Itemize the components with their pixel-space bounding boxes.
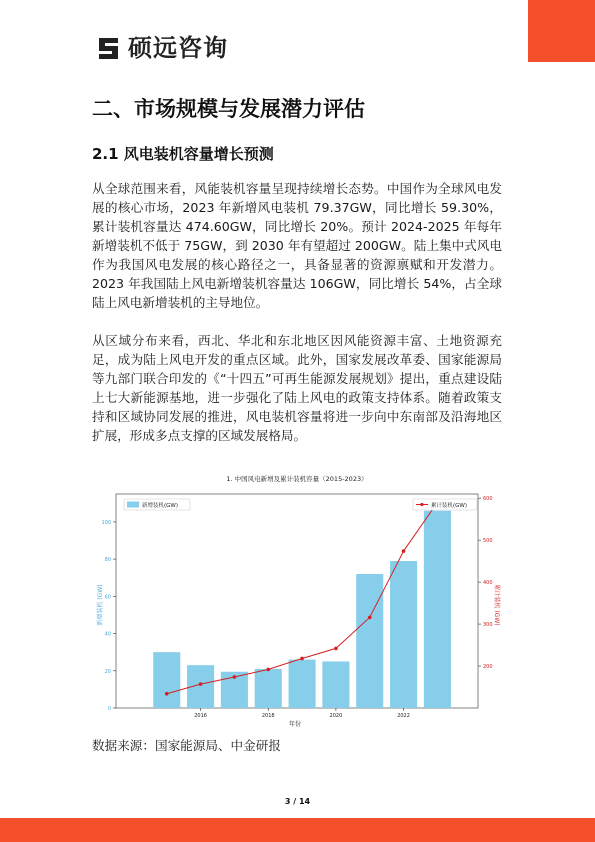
bar-2022	[390, 561, 417, 708]
x-tick-label: 2018	[261, 713, 275, 719]
right-tick-label: 500	[483, 538, 493, 545]
bar-2015	[153, 652, 180, 708]
right-tick-label: 300	[483, 622, 493, 629]
legend-bars	[124, 499, 190, 510]
right-tick-label: 200	[483, 664, 493, 671]
paragraph-regional-distribution: 从区域分布来看，西北、华北和东北地区因风能资源丰富、土地资源充足，成为陆上风电开发的重点区域。此外，国家发展改革委、国家能源局等九部门联合印发的《“十四五”可再生能源发展规划》提出，重点建设陆上七大新能源基地，进一步强化了陆上风电的政策支持体系。随着政策支持和区域协同发展的推进，风电装机容量将进一步向中东南部及沿海地区扩展，形成多点支撑的区域发展格局。	[92, 333, 502, 443]
corner-accent-block	[528, 0, 595, 62]
left-tick-label: 60	[104, 594, 111, 601]
cumulative-point-2017	[233, 675, 237, 679]
page-number: 3 / 14	[284, 797, 311, 806]
left-tick-label: 0	[107, 706, 111, 712]
section-heading: 二、市场规模与发展潜力评估	[92, 97, 365, 121]
right-tick-label: 600	[483, 496, 493, 503]
bar-2021	[356, 574, 383, 708]
x-tick-label: 2022	[397, 713, 410, 719]
legend-line-label: 累计装机(GW)	[431, 503, 467, 509]
cumulative-point-2015	[165, 692, 169, 696]
left-tick-label: 100	[101, 519, 111, 526]
bar-2019	[289, 660, 316, 708]
legend-line	[413, 499, 477, 510]
right-axis-label: 累计装机 (GW)	[493, 584, 500, 626]
footer-accent-bar	[0, 818, 595, 842]
cumulative-point-2018	[266, 668, 270, 672]
right-tick-label: 400	[483, 580, 493, 587]
x-tick-label: 2020	[329, 713, 343, 719]
chart-title: 1. 中国风电新增及累计装机容量（2015-2023）	[226, 475, 368, 483]
bar-2023	[424, 511, 451, 708]
logo-text: 硕远咨询	[128, 34, 228, 62]
left-tick-label: 80	[104, 557, 111, 564]
legend-bars-label: 新增装机(GW)	[142, 503, 178, 509]
bar-2018	[255, 669, 282, 708]
logo-mark-icon	[96, 35, 122, 61]
wind-capacity-chart	[92, 470, 502, 732]
cumulative-point-2020	[334, 647, 338, 651]
cumulative-point-2021	[368, 616, 372, 620]
x-axis-label: 年份	[288, 721, 302, 728]
cumulative-point-2016	[199, 682, 203, 686]
left-tick-label: 40	[104, 631, 111, 638]
left-tick-label: 20	[104, 668, 111, 675]
legend-bars-swatch	[127, 502, 139, 508]
company-logo	[96, 33, 228, 63]
bar-2020	[322, 661, 349, 708]
cumulative-point-2019	[300, 657, 304, 661]
subsection-heading: 2.1 风电装机容量增长预测	[92, 145, 274, 163]
left-axis-label: 新增装机 (GW)	[97, 584, 104, 626]
data-source-note: 数据来源：国家能源局、中金研报	[92, 738, 281, 753]
paragraph-global-growth: 从全球范围来看，风能装机容量呈现持续增长态势。中国作为全球风电发展的核心市场，2023 年新增风电装机 79.37GW，同比增长 59.30%，累计装机容量达 474.60GW，同比增长 20%。预计 2024-2025 年每年新增装机不低于 75GW，到 2030 年有望超过 200GW。陆上集中式风电作为我国风电发展的核心路径之一，具备显著的资源禀赋和开发潜力。2023 年我国陆上风电新增装机容量达 106GW，同比增长 54%，占全球陆上风电新增装机的主导地位。	[92, 181, 502, 310]
cumulative-point-2022	[402, 549, 406, 553]
x-tick-label: 2016	[194, 713, 207, 719]
